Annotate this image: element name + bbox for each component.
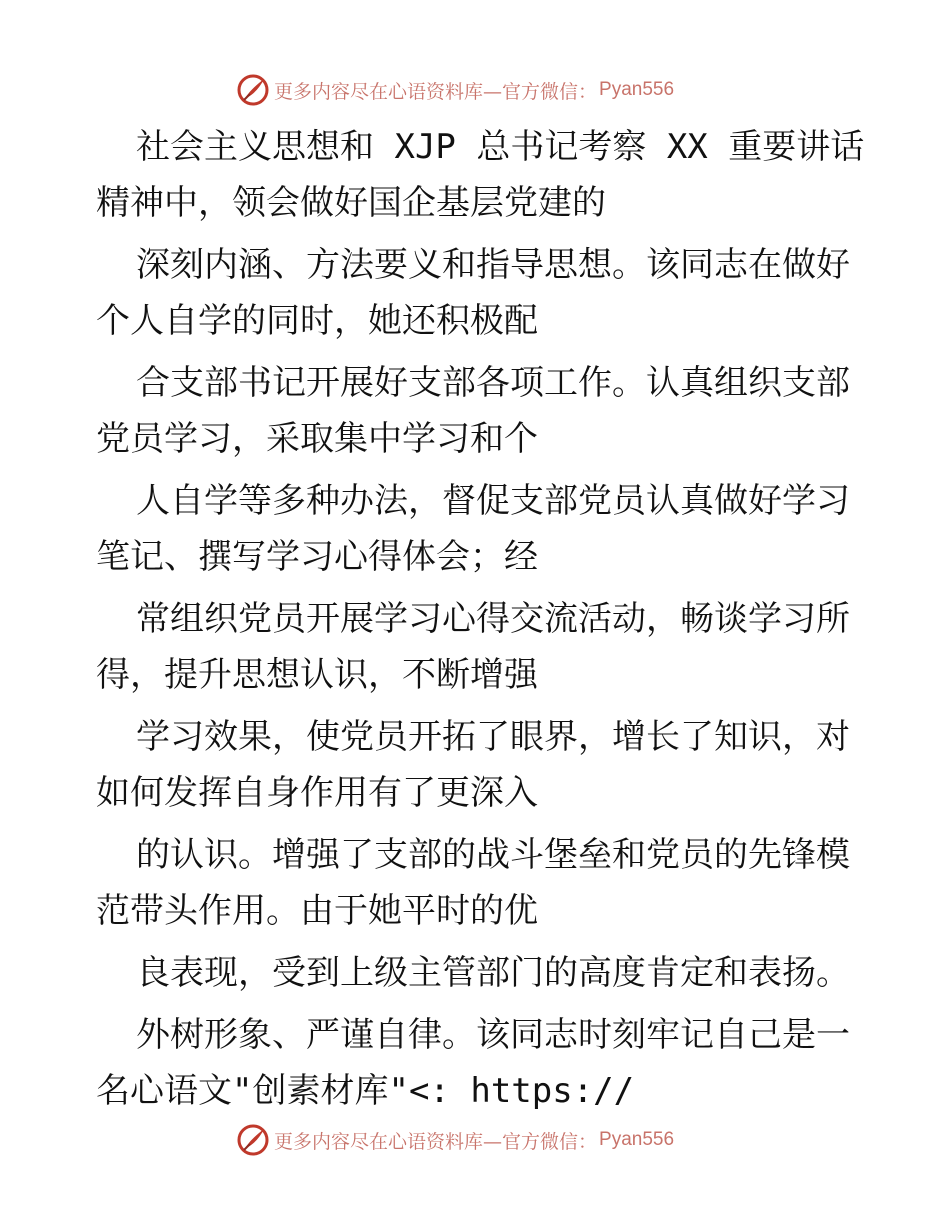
banner-text: 更多内容尽在心语资料库—官方微信： (274, 1130, 598, 1153)
text-line: 的认识。增强了支部的战斗堡垒和党员的先锋模 (136, 835, 850, 875)
text-line: 人自学等多种办法，督促支部党员认真做好学习 (136, 481, 850, 521)
text-line: 外树形象、严谨自律。该同志时刻牢记自己是一 (136, 1015, 850, 1055)
banner-wechat-id: Pyan556 (599, 1129, 675, 1150)
text-line: 名心语文"创素材库"<: https:// (96, 1071, 635, 1111)
text-line: 精神中，领会做好国企基层党建的 (96, 183, 606, 223)
text-line: 范带头作用。由于她平时的优 (96, 891, 538, 931)
text-line: 深刻内涵、方法要义和指导思想。该同志在做好 (136, 245, 850, 285)
text-line: 良表现，受到上级主管部门的高度肯定和表扬。 (136, 953, 850, 993)
feather-quill-logo-icon (236, 73, 270, 107)
header-watermark-banner (236, 72, 674, 108)
text-line: 学习效果，使党员开拓了眼界，增长了知识，对 (136, 717, 850, 757)
text-line: 得，提升思想认识，不断增强 (96, 655, 538, 695)
banner-wechat-id: Pyan556 (599, 79, 675, 100)
text-line: 如何发挥自身作用有了更深入 (96, 773, 538, 813)
text-line: 合支部书记开展好支部各项工作。认真组织支部 (136, 363, 850, 403)
text-line: 笔记、撰写学习心得体会；经 (96, 537, 538, 577)
feather-quill-logo-icon (236, 1123, 270, 1157)
footer-watermark-banner (236, 1122, 674, 1158)
banner-text: 更多内容尽在心语资料库—官方微信： (274, 80, 598, 103)
text-line: 党员学习，采取集中学习和个 (96, 419, 538, 459)
text-line: 个人自学的同时，她还积极配 (96, 301, 538, 341)
text-line: 常组织党员开展学习心得交流活动，畅谈学习所 (136, 599, 850, 639)
text-line: 社会主义思想和 XJP 总书记考察 XX 重要讲话 (136, 127, 865, 167)
